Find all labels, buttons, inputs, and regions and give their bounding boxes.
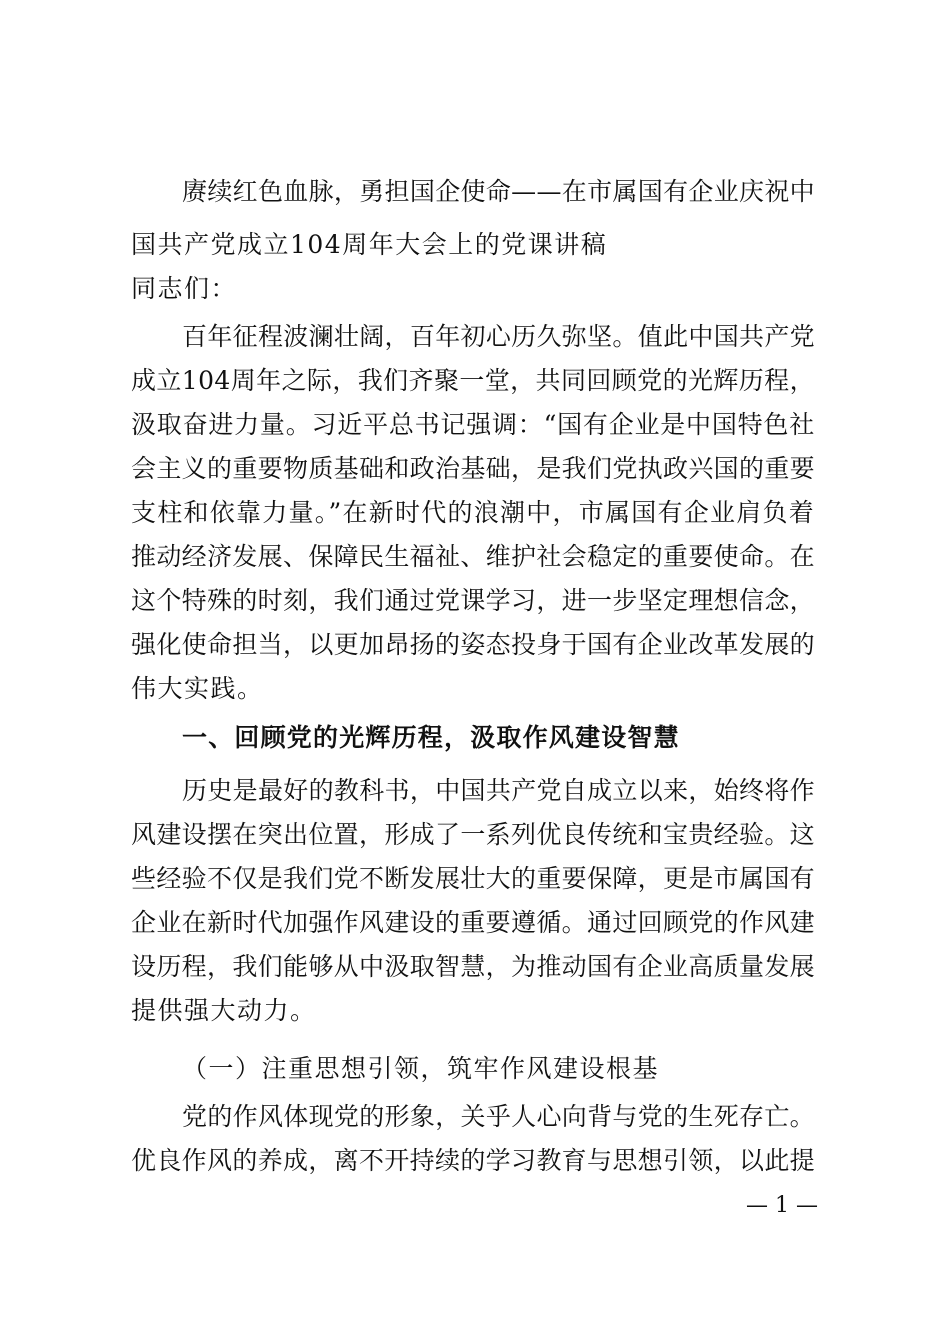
paragraph-line: 企业在新时代加强作风建设的重要遵循。通过回顾党的作风建 [131,908,815,937]
section-heading: 一、回顾党的光辉历程，汲取作风建设智慧 [182,723,680,752]
paragraph-line: 设历程，我们能够从中汲取智慧，为推动国有企业高质量发展 [131,952,815,981]
paragraph-line: 伟大实践。 [131,674,264,703]
paragraph-line: 这个特殊的时刻，我们通过党课学习，进一步坚定理想信念， [131,586,815,615]
paragraph-line: 提供强大动力。 [131,996,317,1025]
title-text: 国共产党成立104周年大会上的党课讲稿 [131,230,608,259]
page-number: — 1 — [746,1193,818,1218]
paragraph-line: 会主义的重要物质基础和政治基础，是我们党执政兴国的重要 [131,454,815,483]
paragraph-line: 党的作风体现党的形象，关乎人心向背与党的生死存亡。 [182,1102,815,1131]
paragraph-line: 成立104周年之际，我们齐聚一堂，共同回顾党的光辉历程， [131,366,815,395]
subsection-heading: （一）注重思想引领，筑牢作风建设根基 [182,1054,660,1083]
paragraph-line: 风建设摆在突出位置，形成了一系列优良传统和宝贵经验。这 [131,820,815,849]
paragraph-line: 些经验不仅是我们党不断发展壮大的重要保障，更是市属国有 [131,864,815,893]
paragraph-line: 百年征程波澜壮阔，百年初心历久弥坚。值此中国共产党 [182,322,815,351]
paragraph-line: 历史是最好的教科书，中国共产党自成立以来，始终将作 [182,776,815,805]
paragraph-line: 支柱和依靠力量。”在新时代的浪潮中，市属国有企业肩负着 [131,498,815,527]
title-line-2 [0,225,950,265]
paragraph-line: 推动经济发展、保障民生福祉、维护社会稳定的重要使命。在 [131,542,815,571]
salutation: 同志们： [131,274,238,303]
paragraph-line: 强化使命担当，以更加昂扬的姿态投身于国有企业改革发展的 [131,630,815,659]
title-line-1 [0,172,950,212]
paragraph-line: 汲取奋进力量。习近平总书记强调：“国有企业是中国特色社 [131,410,815,439]
title-text: 赓续红色血脉，勇担国企使命——在市属国有企业庆祝中 [182,177,815,206]
paragraph-line: 优良作风的养成，离不开持续的学习教育与思想引领，以此提 [131,1146,815,1175]
